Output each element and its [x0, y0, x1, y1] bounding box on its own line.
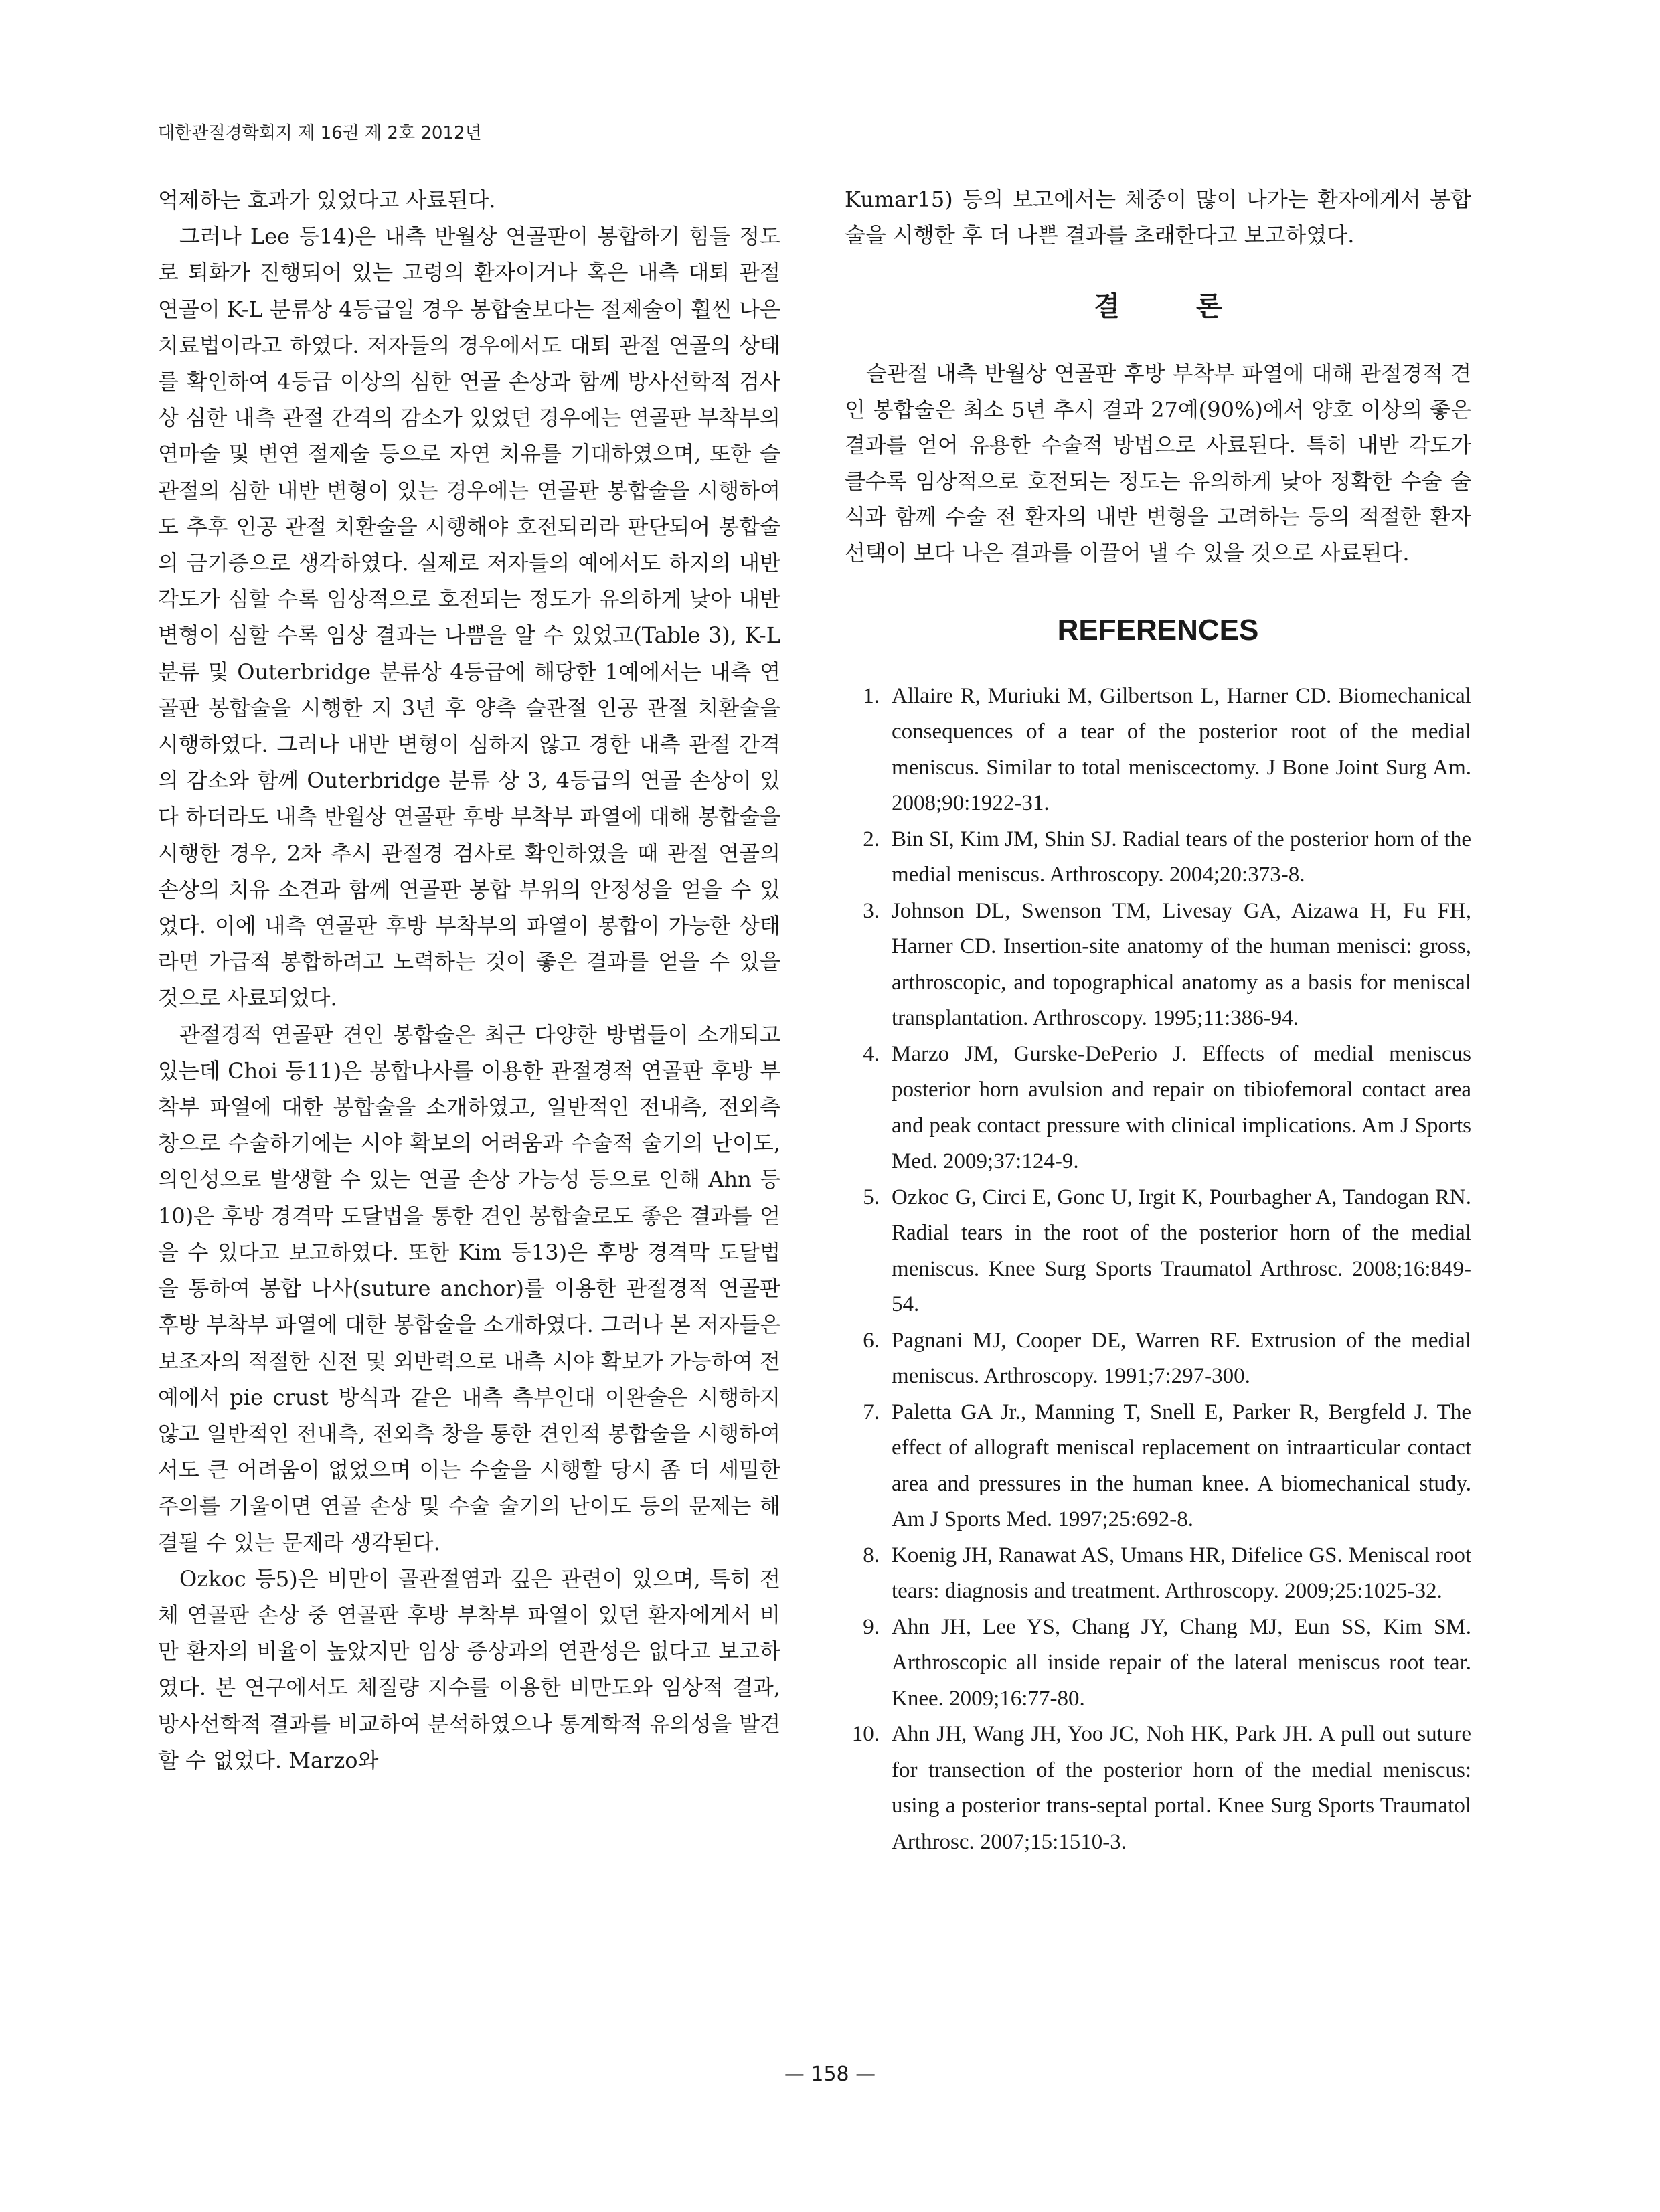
page-number: — 158 — [784, 2063, 876, 2086]
reference-number: 2. [863, 827, 880, 851]
reference-text: Ozkoc G, Circi E, Gonc U, Irgit K, Pourbagher A, Tandogan RN. Radial tears in the root of the posterior horn of the medial meniscus. Knee Surg Sports Traumatol Arthrosc. 2008;16:849-54. [892, 1185, 1471, 1317]
reference-item [845, 1180, 1471, 1323]
conclusion-paragraph: 슬관절 내측 반월상 연골판 후방 부착부 파열에 대해 관절경적 견인 봉합술은 최소 5년 추시 결과 27예(90%)에서 양호 이상의 좋은 결과를 얻어 유용한 수술적 방법으로 사료된다. 특히 내반 각도가 클수록 임상적으로 호전되는 정도는 유의하게 낮아 정확한 수술 술식과 함께 수술 전 환자의 내반 변형을 고려하는 등의 적절한 환자 선택이 보다 나은 결과를 이끌어 낼 수 있을 것으로 사료된다. [845, 361, 1471, 566]
reference-text: Pagnani MJ, Cooper DE, Warren RF. Extrusion of the medial meniscus. Arthroscopy. 1991;7:297-300. [892, 1328, 1471, 1389]
running-head: 대한관절경학회지 제 16권 제 2호 2012년 [158, 123, 482, 143]
body-paragraph-1: 억제하는 효과가 있었다고 사료된다. [158, 187, 496, 213]
reference-list [845, 679, 1471, 1861]
reference-item [845, 1037, 1471, 1180]
conclusion-heading: 결 론 [1094, 291, 1256, 322]
reference-item [845, 1610, 1471, 1717]
reference-text: Ahn JH, Lee YS, Chang JY, Chang MJ, Eun SS, Kim SM. Arthroscopic all inside repair of the lateral meniscus root tear. Knee. 2009;16:77-80. [892, 1614, 1471, 1711]
reference-item [845, 894, 1471, 1037]
reference-number: 1. [863, 683, 880, 708]
reference-item [845, 679, 1471, 822]
continued-paragraph: Kumar15) 등의 보고에서는 체중이 많이 나가는 환자에게서 봉합술을 시행한 후 더 나쁜 결과를 초래한다고 보고하였다. [845, 187, 1471, 248]
reference-item [845, 1395, 1471, 1538]
reference-text: Johnson DL, Swenson TM, Livesay GA, Aizawa H, Fu FH, Harner CD. Insertion-site anatomy of the human menisci: gross, arthroscopic, and topographical anatomy as a basis for meniscal transplantation. Arthroscopy. 1995;11:386-94. [892, 898, 1471, 1031]
reference-item [845, 1323, 1471, 1395]
right-column [845, 182, 1471, 1860]
reference-text: Allaire R, Muriuki M, Gilbertson L, Harner CD. Biomechanical consequences of a tear of the posterior root of the medial meniscus. Similar to total meniscectomy. J Bone Joint Surg Am. 2008;90:1922-31. [892, 683, 1471, 816]
reference-number: 8. [863, 1543, 880, 1567]
reference-item [845, 822, 1471, 894]
reference-number: 3. [863, 898, 880, 923]
reference-text: Marzo JM, Gurske-DePerio J. Effects of medial meniscus posterior horn avulsion and repair on tibiofemoral contact area and peak contact pressure with clinical implications. Am J Sports Med. 2009;37:124-9. [892, 1041, 1471, 1174]
reference-number: 7. [863, 1399, 880, 1424]
body-paragraph-3: 관절경적 연골판 견인 봉합술은 최근 다양한 방법들이 소개되고 있는데 Choi 등11)은 봉합나사를 이용한 관절경적 연골판 후방 부착부 파열에 대한 봉합술을 소개하였고, 일반적인 전내측, 전외측 창으로 수술하기에는 시야 확보의 어려움과 수술적 술기의 난이도, 의인성으로 발생할 수 있는 연골 손상 가능성 등으로 인해 Ahn 등10)은 후방 경격막 도달법을 통한 견인 봉합술로도 좋은 결과를 얻을 수 있다고 보고하였다. 또한 Kim 등13)은 후방 경격막 도달법을 통하여 봉합 나사(suture anchor)를 이용한 관절경적 연골판 후방 부착부 파열에 대한 봉합술을 소개하였다. 그러나 본 저자들은 보조자의 적절한 신전 및 외반력으로 내측 시야 확보가 가능하여 전 예에서 pie crust 방식과 같은 내측 측부인대 이완술은 시행하지 않고 일반적인 전내측, 전외측 창을 통한 견인적 봉합술을 시행하여서도 큰 어려움이 없었으며 이는 수술을 시행할 당시 좀 더 세밀한 주의를 기울이면 연골 손상 및 수술 술기의 난이도 등의 문제는 해결될 수 있는 문제라 생각된다. [158, 1021, 780, 1555]
reference-number: 4. [863, 1041, 880, 1066]
reference-text: Bin SI, Kim JM, Shin SJ. Radial tears of the posterior horn of the medial meniscus. Arthroscopy. 2004;20:373-8. [892, 827, 1471, 887]
reference-text: Ahn JH, Wang JH, Yoo JC, Noh HK, Park JH. A pull out suture for transection of the posterior horn of the medial meniscus: using a posterior trans-septal portal. Knee Surg Sports Traumatol Arthrosc. 2007;15:1510-3. [892, 1722, 1471, 1854]
reference-number: 6. [863, 1328, 880, 1353]
reference-text: Paletta GA Jr., Manning T, Snell E, Parker R, Bergfeld J. The effect of allograft meniscal replacement on intraarticular contact area and pressures in the human knee. A biomechanical study. Am J Sports Med. 1997;25:692-8. [892, 1399, 1471, 1532]
reference-item [845, 1538, 1471, 1610]
reference-number: 9. [863, 1614, 880, 1639]
reference-item [845, 1717, 1471, 1860]
body-paragraph-2: 그러나 Lee 등14)은 내측 반월상 연골판이 봉합하기 힘들 정도로 퇴화가 진행되어 있는 고령의 환자이거나 혹은 내측 대퇴 관절 연골이 K-L 분류상 4등급일 경우 봉합술보다는 절제술이 훨씬 나은 치료법이라고 하였다. 저자들의 경우에서도 대퇴 관절 연골의 상태를 확인하여 4등급 이상의 심한 연골 손상과 함께 방사선학적 검사상 심한 내측 관절 간격의 감소가 있었던 경우에는 연골판 부착부의 연마술 및 변연 절제술 등으로 자연 치유를 기대하였으며, 또한 슬관절의 심한 내반 변형이 있는 경우에는 연골판 봉합술을 시행하여도 추후 인공 관절 치환술을 시행해야 호전되리라 판단되어 봉합술의 금기증으로 생각하였다. 실제로 저자들의 예에서도 하지의 내반 각도가 심할 수록 임상적으로 호전되는 정도가 유의하게 낮아 내반 변형이 심할 수록 임상 결과는 나쁨을 알 수 있었고(Table 3), K-L 분류 및 Outerbridge 분류상 4등급에 해당한 1예에서는 내측 연골판 봉합술을 시행한 지 3년 후 양측 슬관절 인공 관절 치환술을 시행하였다. 그러나 내반 변형이 심하지 않고 경한 내측 관절 간격의 감소와 함께 Outerbridge 분류 상 3, 4등급의 연골 손상이 있다 하더라도 내측 반월상 연골판 후방 부착부 파열에 대해 봉합술을 시행한 경우, 2차 추시 관절경 검사로 확인하였을 때 관절 연골의 손상의 치유 소견과 함께 연골판 봉합 부위의 안정성을 얻을 수 있었다. 이에 내측 연골판 후방 부착부의 파열이 봉합이 가능한 상태라면 가급적 봉합하려고 노력하는 것이 좋은 결과를 얻을 수 있을 것으로 사료되었다. [158, 224, 780, 1011]
left-column [158, 182, 780, 1778]
reference-text: Koenig JH, Ranawat AS, Umans HR, Difelice GS. Meniscal root tears: diagnosis and treatment. Arthroscopy. 2009;25:1025-32. [892, 1543, 1471, 1604]
body-paragraph-4: Ozkoc 등5)은 비만이 골관절염과 깊은 관련이 있으며, 특히 전체 연골판 손상 중 연골판 후방 부착부 파열이 있던 환자에게서 비만 환자의 비율이 높았지만 임상 증상과의 연관성은 없다고 보고하였다. 본 연구에서도 체질량 지수를 이용한 비만도와 임상적 결과, 방사선학적 결과를 비교하여 분석하였으나 통계학적 유의성을 발견할 수 없었다. Marzo와 [158, 1565, 780, 1773]
references-heading: REFERENCES [1057, 613, 1259, 647]
reference-number: 5. [863, 1185, 880, 1209]
reference-number: 10. [851, 1722, 880, 1747]
